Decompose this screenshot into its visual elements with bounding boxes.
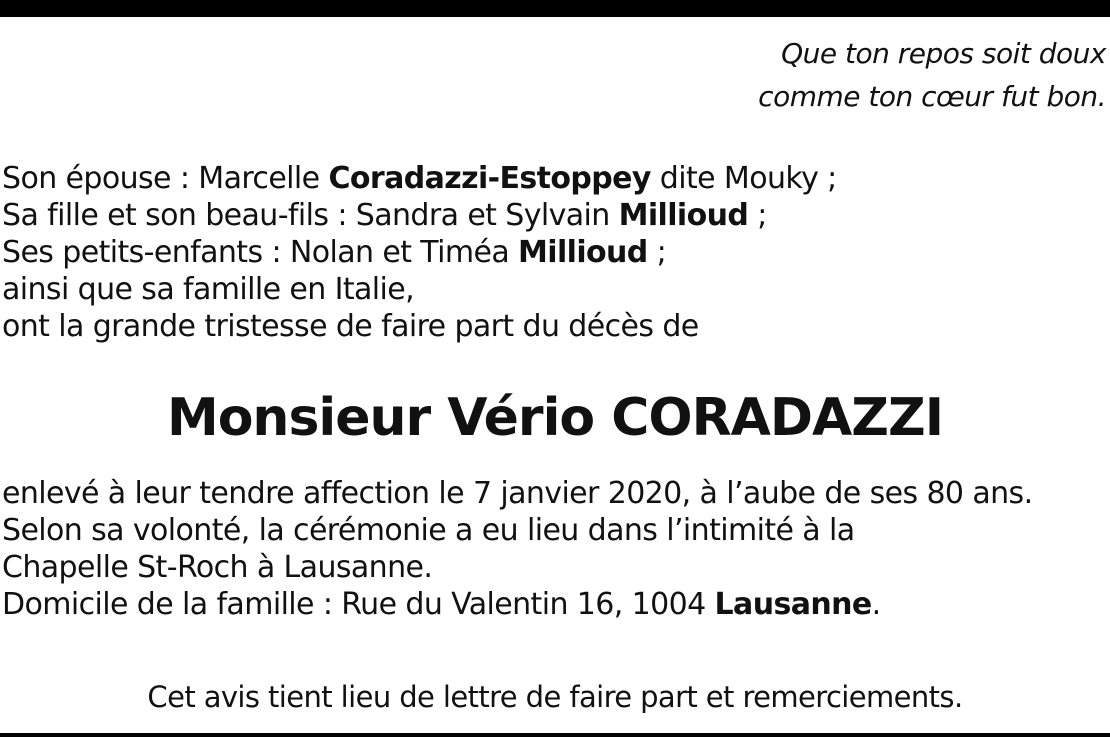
epigraph [758, 32, 1106, 118]
family-line-daughter-surname: Millioud [618, 198, 749, 233]
family-line-daughter [2, 197, 837, 234]
epigraph-line-1: Que ton repos soit doux [781, 37, 1106, 70]
details-line-2: Selon sa volonté, la cérémonie a eu lieu dans l’intimité à la [2, 513, 855, 548]
family-line-grandchildren-surname: Millioud [518, 235, 648, 270]
family-line-grandchildren-suffix: ; [647, 235, 667, 270]
family-line-grandchildren-prefix: Ses petits-enfants : Nolan et Timéa [2, 235, 519, 270]
family-line-italy: ainsi que sa famille en Italie, [2, 272, 415, 307]
details-address-city: Lausanne [714, 587, 872, 622]
family-list [2, 160, 837, 345]
family-line-announce: ont la grande tristesse de faire part du décès de [2, 309, 699, 344]
top-border-rule [0, 0, 1110, 17]
details-line-3: Chapelle St-Roch à Lausanne. [2, 550, 433, 585]
family-line-daughter-prefix: Sa fille et son beau-fils : Sandra et Sylvain [2, 198, 619, 233]
details-line-1: enlevé à leur tendre affection le 7 janvier 2020, à l’aube de ses 80 ans. [2, 476, 1033, 511]
footer-note: Cet avis tient lieu de lettre de faire part et remerciements. [147, 680, 963, 714]
family-line-spouse-surname: Coradazzi-Estoppey [328, 161, 651, 196]
family-line-daughter-suffix: ; [748, 198, 767, 233]
details-address-prefix: Domicile de la famille : Rue du Valentin 16, 1004 [2, 587, 715, 622]
family-line-spouse [2, 160, 837, 197]
details-address-suffix: . [871, 587, 881, 622]
deceased-name: Monsieur Vério CORADAZZI [166, 388, 944, 448]
details-address [2, 586, 1033, 623]
epigraph-line-2: comme ton cœur fut bon. [758, 80, 1106, 113]
family-line-spouse-prefix: Son épouse : Marcelle [2, 161, 329, 196]
death-details [2, 475, 1033, 623]
family-line-grandchildren [2, 234, 837, 271]
bottom-border-rule [0, 733, 1110, 737]
family-line-spouse-suffix: dite Mouky ; [650, 161, 837, 196]
